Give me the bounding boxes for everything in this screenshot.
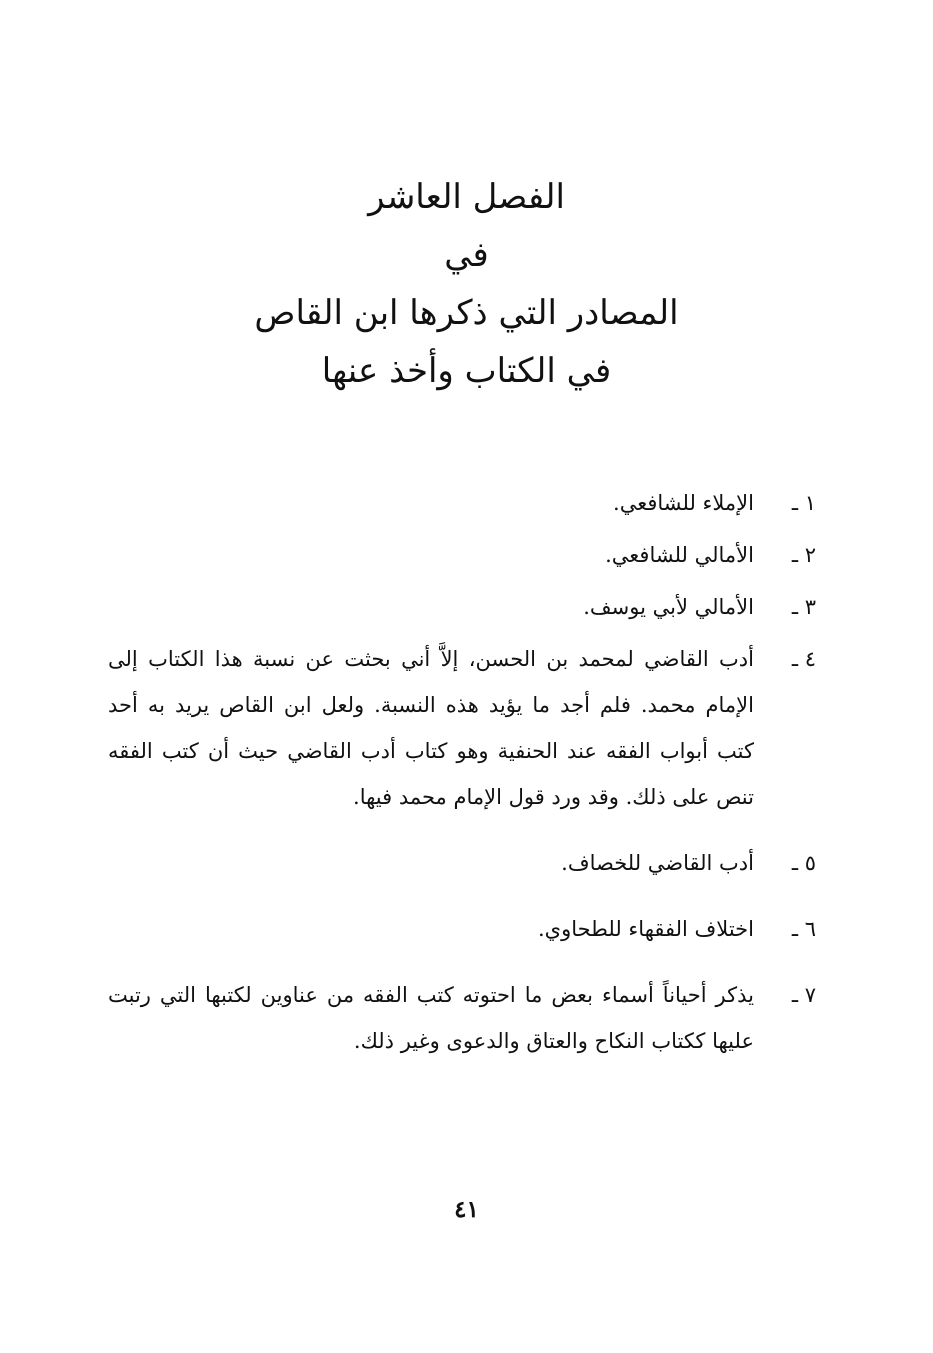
list-item bbox=[108, 840, 816, 886]
chapter-title-line-2: في bbox=[444, 235, 489, 275]
list-item bbox=[108, 532, 816, 578]
item-number: ٥ ـ bbox=[791, 851, 816, 875]
item-text: أدب القاضي للخصاف. bbox=[561, 851, 754, 875]
list-item bbox=[108, 972, 816, 1064]
chapter-title-line-4: في الكتاب وأخذ عنها bbox=[321, 351, 612, 391]
item-number: ٤ ـ bbox=[791, 647, 816, 671]
item-number: ٧ ـ bbox=[791, 983, 816, 1007]
chapter-title bbox=[0, 168, 933, 400]
item-text: يذكر أحياناً أسماء بعض ما احتوته كتب الفقه من عناوين لكتبها التي رتبت عليها ككتاب النكاح والعتاق والدعوى وغير ذلك. bbox=[108, 983, 754, 1053]
item-number: ٢ ـ bbox=[791, 543, 816, 567]
chapter-title-line-1: الفصل العاشر bbox=[368, 177, 565, 217]
list-item bbox=[108, 480, 816, 526]
item-text: الإملاء للشافعي. bbox=[613, 491, 754, 515]
sources-list bbox=[108, 480, 816, 1064]
item-text: الأمالي للشافعي. bbox=[605, 543, 754, 567]
item-text: أدب القاضي لمحمد بن الحسن، إلاَّ أني بحثت عن نسبة هذا الكتاب إلى الإمام محمد. فلم أجد ما يؤيد هذه النسبة. ولعل ابن القاص يريد به أحد كتب أبواب الفقه عند الحنفية وهو كتاب أدب القاضي حيث أن كتب الفقه تنص على ذلك. وقد ورد قول الإمام محمد فيها. bbox=[108, 647, 754, 809]
list-item bbox=[108, 906, 816, 952]
list-item bbox=[108, 636, 816, 820]
item-text: الأمالي لأبي يوسف. bbox=[583, 595, 754, 619]
item-number: ٦ ـ bbox=[791, 917, 816, 941]
page-number: ٤١ bbox=[454, 1196, 479, 1223]
item-number: ٣ ـ bbox=[791, 595, 816, 619]
list-item bbox=[108, 584, 816, 630]
item-text: اختلاف الفقهاء للطحاوي. bbox=[537, 917, 754, 941]
chapter-title-line-3: المصادر التي ذكرها ابن القاص bbox=[254, 293, 679, 333]
item-number: ١ ـ bbox=[791, 491, 816, 515]
